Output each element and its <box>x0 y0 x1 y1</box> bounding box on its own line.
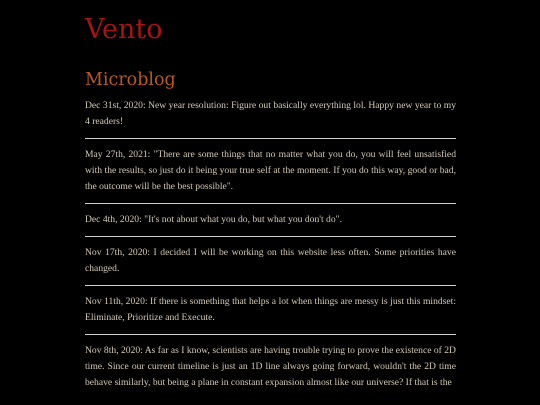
post-divider <box>85 138 456 139</box>
site-title[interactable]: Vento <box>85 14 163 45</box>
microblog-post: Nov 11th, 2020: If there is something that helps a lot when things are messy is just this mindset: Eliminate, Prioritize and Execute. <box>85 296 456 323</box>
microblog-post: Dec 31st, 2020: New year resolution: Figure out basically everything lol. Happy new year to my 4 readers! <box>85 100 456 127</box>
microblog-feed <box>85 98 456 391</box>
post-divider <box>85 236 456 237</box>
section-title: Microblog <box>85 70 176 90</box>
microblog-post: Nov 8th, 2020: As far as I know, scientists are having trouble trying to prove the existence of 2D time. Since our current timeline is just an 1D line always going forward, wouldn't the 2D time behave similarly, but being a plane in constant expansion almost like our universe? If that is the <box>85 345 456 388</box>
microblog-post: Dec 4th, 2020: "It's not about what you do, but what you don't do". <box>85 214 342 225</box>
microblog-post: May 27th, 2021: "There are some things that no matter what you do, you will feel unsatisfied with the results, so just do it being your true self at the moment. If you do this way, good or bad, the outcome will be the best possible". <box>85 149 456 192</box>
post-divider <box>85 203 456 204</box>
post-divider <box>85 334 456 335</box>
post-divider <box>85 285 456 286</box>
microblog-post: Nov 17th, 2020: I decided I will be working on this website less often. Some priorities have changed. <box>85 247 456 274</box>
